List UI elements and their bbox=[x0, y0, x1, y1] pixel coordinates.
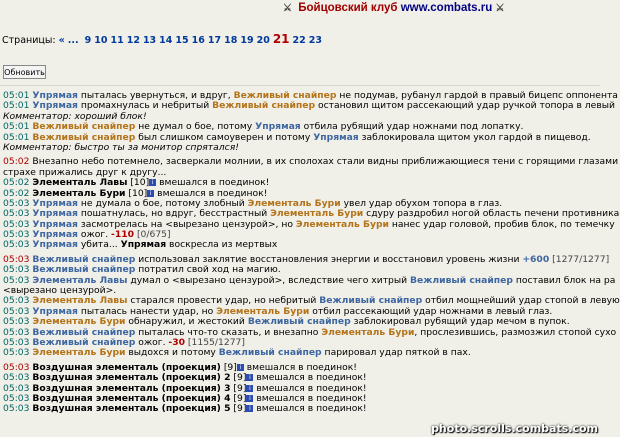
refresh-button[interactable]: Обновить bbox=[3, 65, 46, 79]
log-line: 05:03 Элементаль Лавы думал о <вырезано цензурой>, вследствие чего хитрый Вежливый снайпер поставил блок на ра bbox=[3, 274, 616, 286]
crossed-swords-icon: ⚔ bbox=[495, 3, 505, 14]
log-line: 05:03 Вежливый снайпер использовал заклятие восстановления энергии и восстановил уровень жизни +600 [1277/1277] bbox=[3, 253, 610, 265]
log-line: 05:03 Воздушная элементаль (проекция) 2 [9] i вмешался в поединок! bbox=[3, 372, 367, 384]
log-line: 05:03 Упрямая ожог. -110 [0/675] bbox=[3, 229, 171, 241]
log-line: 05:01 Вежливый снайпер был слишком самоуверен и потому Упрямая заблокировала щитом укол гардой в пищевод. bbox=[3, 131, 591, 143]
log-line: 05:01 Упрямая пыталась увернуться, и вдруг, Вежливый снайпер не подумав, рубанул гардой в правый бицепс оппонента bbox=[3, 90, 618, 101]
log-line: 05:03 Вежливый снайпер ожог. -30 [1155/1277] bbox=[3, 336, 245, 348]
page-link[interactable]: 18 bbox=[224, 35, 238, 46]
log-line: 05:03 Элементаль Бури обнаружил, и жестокий Вежливый снайпер заблокировал рубящий удар мечом в пупок. bbox=[3, 316, 570, 328]
log-line: 05:02 Элементаль Лавы [10] i вмешался в поединок! bbox=[3, 177, 270, 189]
page-link[interactable]: 16 bbox=[191, 35, 205, 46]
log-line: 05:01 Вежливый снайпер не думал о бое, потому Упрямая отбила рубящий удар ножнами под лопатку. bbox=[3, 121, 524, 133]
log-line: 05:03 Воздушная элементаль (проекция) [9] i вмешался в поединок! bbox=[3, 361, 357, 373]
page-link[interactable]: 11 bbox=[110, 35, 124, 46]
page-link[interactable]: 9 bbox=[84, 35, 92, 46]
info-icon[interactable]: i bbox=[246, 374, 253, 381]
battle-log bbox=[3, 90, 620, 415]
log-line: страхе прижались друг к другу... bbox=[3, 166, 167, 178]
log-line: 05:03 Воздушная элементаль (проекция) 3 [9] i вмешался в поединок! bbox=[3, 382, 367, 394]
pagination: Страницы: « ... 9 10 11 12 13 14 15 16 17 18 19 20 21 22 23 bbox=[2, 32, 322, 46]
log-line: 05:02 Элементаль Бури [10] i вмешался в поединок! bbox=[3, 187, 268, 199]
page-link[interactable]: 14 bbox=[159, 35, 173, 46]
log-line: 05:03 Элементаль Лавы старался провести удар, но небритый Вежливый снайпер отбил мощнейший удар стопой в левую bbox=[3, 295, 620, 307]
page-link[interactable]: 12 bbox=[126, 35, 140, 46]
header bbox=[0, 2, 600, 18]
site-link[interactable]: www.combats.ru bbox=[400, 2, 493, 14]
page-link[interactable]: 19 bbox=[240, 35, 254, 46]
page-link[interactable]: 10 bbox=[94, 35, 108, 46]
crossed-swords-icon: ⚔ bbox=[283, 3, 292, 14]
watermark: photo.scrolls.combats.com bbox=[431, 422, 598, 435]
log-line: 05:03 Упрямая убита... Упрямая воскресла из мертвых bbox=[3, 239, 278, 251]
info-icon[interactable]: i bbox=[246, 385, 253, 392]
log-line: 05:03 Вежливый снайпер потратил свой ход на магию. bbox=[3, 264, 281, 276]
info-icon[interactable]: i bbox=[237, 364, 244, 371]
log-line: 05:03 Элементаль Бури выдохся и потому Вежливый снайпер парировал удар пяткой в пах. bbox=[3, 347, 471, 359]
log-line: 05:02 Внезапно небо потемнело, засверкали молнии, в их сполохах стали видны приближающиеся тени с горящими глазами bbox=[3, 156, 619, 168]
log-line: 05:03 Упрямая засмотрелась на <вырезано цензурой>, но Элементаль Бури нанес удар головой, пробив блок, по темечку bbox=[3, 218, 615, 230]
log-line: 05:01 Упрямая промахнулась и небритый Вежливый снайпер остановил щитом рассекающий удар ручкой топора в левый bbox=[3, 100, 615, 112]
commentator-line: Комментатор: быстро ты за монитор спрятался! bbox=[3, 141, 239, 153]
page-link[interactable]: 17 bbox=[207, 35, 222, 46]
page-title: ⚔ Бойцовский клуб www.combats.ru ⚔ bbox=[283, 2, 507, 14]
page-link[interactable]: 23 bbox=[308, 35, 322, 46]
log-line: <вырезано цензурой>. bbox=[3, 285, 117, 297]
info-icon[interactable]: i bbox=[246, 405, 253, 412]
commentator-line: Комментатор: хороший блок! bbox=[3, 110, 147, 122]
info-icon[interactable]: i bbox=[246, 395, 253, 402]
page-link[interactable]: 13 bbox=[142, 35, 157, 46]
current-page: 21 bbox=[272, 32, 290, 46]
page-ellipsis: ... bbox=[67, 35, 79, 46]
log-line: 05:03 Вежливый снайпер пыталась что-то сказать, и внезапно Элементаль Бури, прослезившись, размозжил стопой сухо bbox=[3, 326, 617, 338]
page-link[interactable]: 20 bbox=[256, 35, 270, 46]
page-first-link[interactable]: « bbox=[58, 35, 65, 46]
log-line: 05:03 Воздушная элементаль (проекция) 5 [9] i вмешался в поединок! bbox=[3, 403, 367, 415]
info-icon[interactable]: i bbox=[149, 179, 156, 186]
log-line: 05:03 Упрямая не думала о бое, потому злобный Элементаль Бури увел удар обухом топора в глаз. bbox=[3, 197, 503, 209]
page-link[interactable]: 15 bbox=[175, 35, 189, 46]
page-link[interactable]: 22 bbox=[292, 35, 306, 46]
info-icon[interactable]: i bbox=[147, 190, 154, 197]
log-line: 05:03 Упрямая пошатнулась, но вдруг, бесстрастный Элементаль Бури сдуру раздробил ногой область печени противника bbox=[3, 208, 620, 220]
log-line: 05:03 Воздушная элементаль (проекция) 4 [9] i вмешался в поединок! bbox=[3, 392, 367, 404]
log-line: 05:03 Упрямая пыталась нанести удар, но Элементаль Бури отбил рассекающий удар ножнами в левый глаз. bbox=[3, 305, 553, 317]
divider bbox=[0, 85, 600, 86]
